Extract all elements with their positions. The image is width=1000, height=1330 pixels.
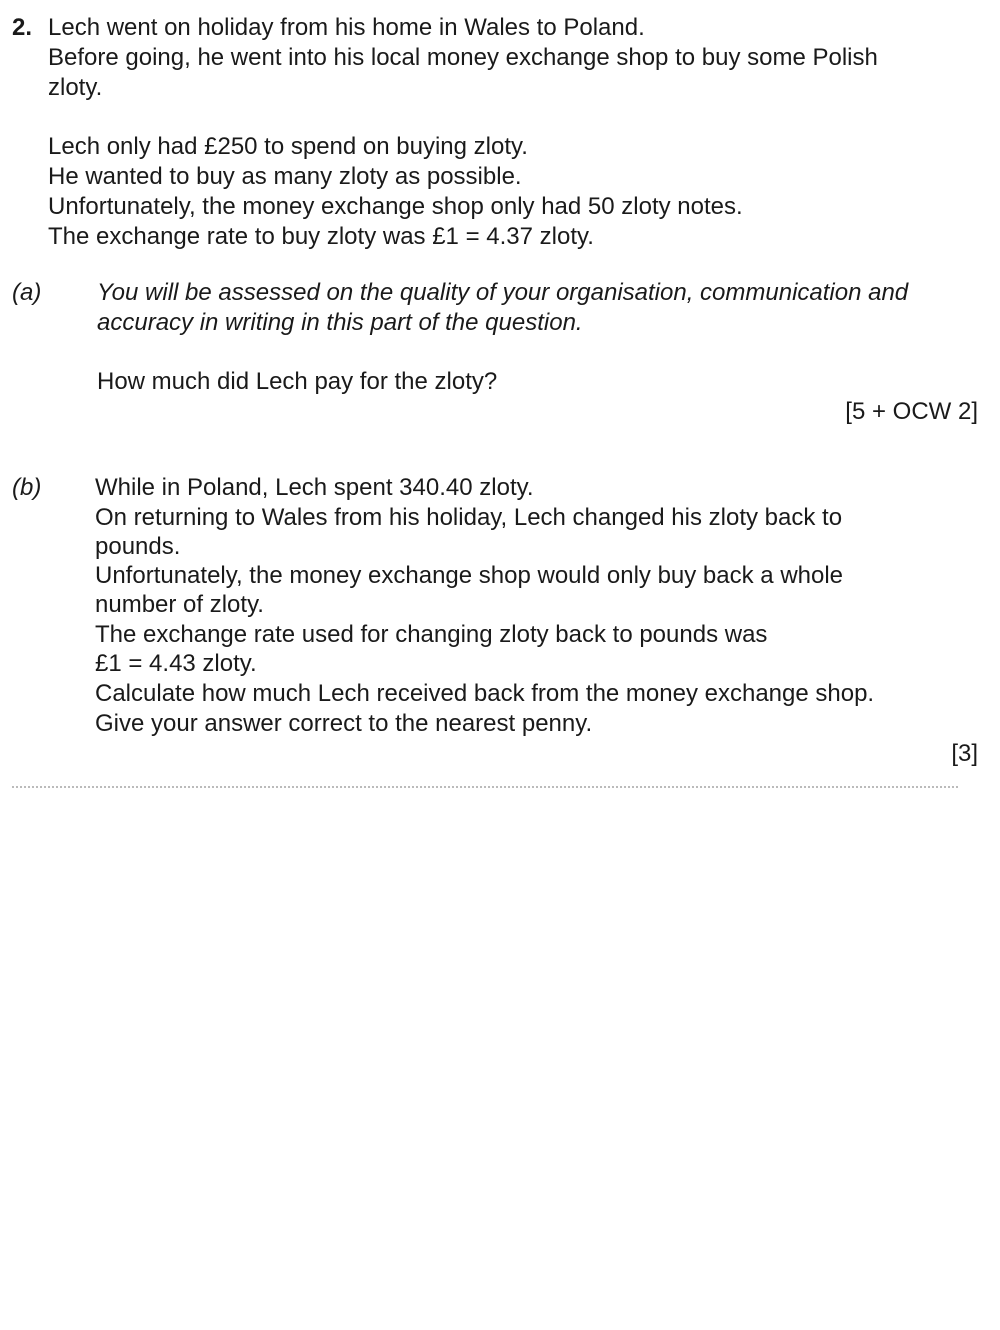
intro-line: Before going, he went into his local money exchange shop to buy some Polish (48, 44, 878, 71)
part-b-marks: [3] (951, 740, 978, 767)
part-a-marks: [5 + OCW 2] (845, 398, 978, 425)
question-number: 2. (12, 14, 33, 41)
detail-line: Unfortunately, the money exchange shop only had 50 zloty notes. (48, 193, 743, 220)
part-b-line: On returning to Wales from his holiday, Lech changed his zloty back to (95, 504, 843, 531)
ocw-instruction: You will be assessed on the quality of your organisation, communication and (97, 279, 909, 306)
part-b-label: (b) (12, 474, 42, 501)
part-b-line: £1 = 4.43 zloty. (95, 650, 257, 677)
intro-line: zloty. (48, 74, 103, 101)
detail-line: Lech only had £250 to spend on buying zloty. (48, 133, 528, 160)
intro-line: Lech went on holiday from his home in Wales to Poland. (48, 14, 645, 41)
part-b-line: The exchange rate used for changing zloty back to pounds was (95, 621, 768, 648)
part-b-line: pounds. (95, 533, 181, 560)
part-b-line: Calculate how much Lech received back from the money exchange shop. (95, 680, 875, 707)
detail-line: He wanted to buy as many zloty as possible. (48, 163, 522, 190)
ocw-instruction: accuracy in writing in this part of the question. (97, 309, 583, 336)
answer-line (12, 786, 958, 788)
part-a-question: How much did Lech pay for the zloty? (97, 368, 498, 395)
part-b-line: number of zloty. (95, 591, 264, 618)
part-b-line: Give your answer correct to the nearest penny. (95, 710, 593, 737)
part-b-line: Unfortunately, the money exchange shop would only buy back a whole (95, 562, 844, 589)
part-b-line: While in Poland, Lech spent 340.40 zloty. (95, 474, 534, 501)
part-a-label: (a) (12, 279, 42, 306)
detail-line: The exchange rate to buy zloty was £1 = 4.37 zloty. (48, 223, 594, 250)
